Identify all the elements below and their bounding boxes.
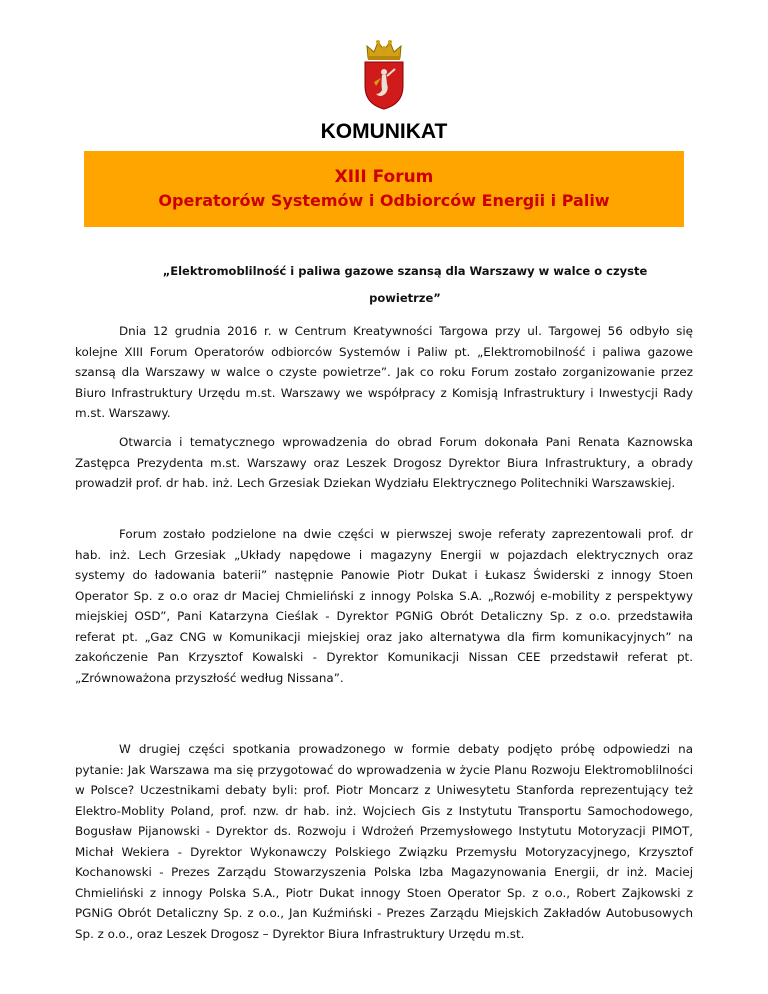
banner-line-1: XIII Forum (334, 167, 434, 187)
forum-banner (84, 151, 684, 227)
paragraph-2: Otwarcia i tematycznego wprowadzenia do obrad Forum dokonała Pani Renata Kaznowska Zastępca Prezydenta m.st. Warszawy oraz Leszek Drogosz Dyrektor Biura Infrastruktury, a obrady prowadził prof. dr hab. inż. Lech Grzesiak Dziekan Wydziału Elektrycznego Politechniki Warszawskiej. (75, 435, 693, 490)
crest-icon (362, 38, 406, 110)
paragraph-4: W drugiej części spotkania prowadzonego w formie debaty podjęto próbę odpowiedzi na pytanie: Jak Warszawa ma się przygotować do wprowadzenia w życie Planu Rozwoju Elektromoblilności w Polsce? Uczestnikami debaty byli: prof. Piotr Moncarz z Uniwesytetu Stanforda reprezentujący też Elektro-Moblity Poland, prof. nzw. dr hab. inż. Wojciech Gis z Instytutu Transportu Samochodowego, Bogusław Pijanowski - Dyrektor ds. Rozwoju i Wdrożeń Przemysłowego Instytutu Motoryzacji PIMOT, Michał Wekiera - Dyrektor Wykonawczy Polskiego Związku Przemysłu Motoryzacyjnego, Krzysztof Kochanowski - Prezes Zarządu Stowarzyszenia Polska Izba Magazynowania Energii, dr inż. Maciej Chmieliński z innogy Polska S.A., Piotr Dukat innogy Stoen Operator Sp. z o.o., Robert Zajkowski z PGNiG Obrót Detaliczny Sp. z o.o., Jan Kuźmiński - Prezes Zarządu Miejskich Zakładów Autobusowych Sp. z o.o., oraz Leszek Drogosz – Dyrektor Biura Infrastruktury Urzędu m.st. (75, 742, 693, 941)
forum-subtitle: „Elektromoblilność i paliwa gazowe szansą dla Warszawy w walce o czyste powietrze” (162, 264, 648, 305)
document-title: KOMUNIKAT (320, 120, 448, 143)
paragraph-1: Dnia 12 grudnia 2016 r. w Centrum Kreatywności Targowa przy ul. Targowej 56 odbyło się kolejne XIII Forum Operatorów odbiorców Systemów i Paliw pt. „Elektromobilność i paliwa gazowe szansą dla Warszawy w walce o czyste powietrze”. Jak co roku Forum zostało zorganizowanie przez Biuro Infrastruktury Urzędu m.st. Warszawy we współpracy z Komisją Infrastruktury i Inwestycji Rady m.st. Warszawy. (75, 324, 693, 420)
banner-line-2: Operatorów Systemów i Odbiorców Energii i Paliw (158, 191, 610, 210)
paragraph-3: Forum zostało podzielone na dwie części w pierwszej swoje referaty zaprezentowali prof. dr hab. inż. Lech Grzesiak „Układy napędowe i magazyny Energii w pojazdach elektrycznych oraz systemy do ładowania baterii” następnie Panowie Piotr Dukat i Łukasz Świderski z innogy Stoen Operator Sp. z o.o oraz dr Maciej Chmieliński z innogy Polska S.A. „Rozwój e-mobility z perspektywy miejskiej OSD”, Pani Katarzyna Cieślak - Dyrektor PGNiG Obrót Detaliczny Sp. z o.o. przedstawiła referat pt. „Gaz CNG w Komunikacji miejskiej oraz jako alternatywa dla firm komunikacyjnych” na zakończenie Pan Krzysztof Kowalski - Dyrektor Komunikacji Nissan CEE przedstawił referat pt. „Zrównoważona przyszłość według Nissana”. (75, 527, 693, 685)
